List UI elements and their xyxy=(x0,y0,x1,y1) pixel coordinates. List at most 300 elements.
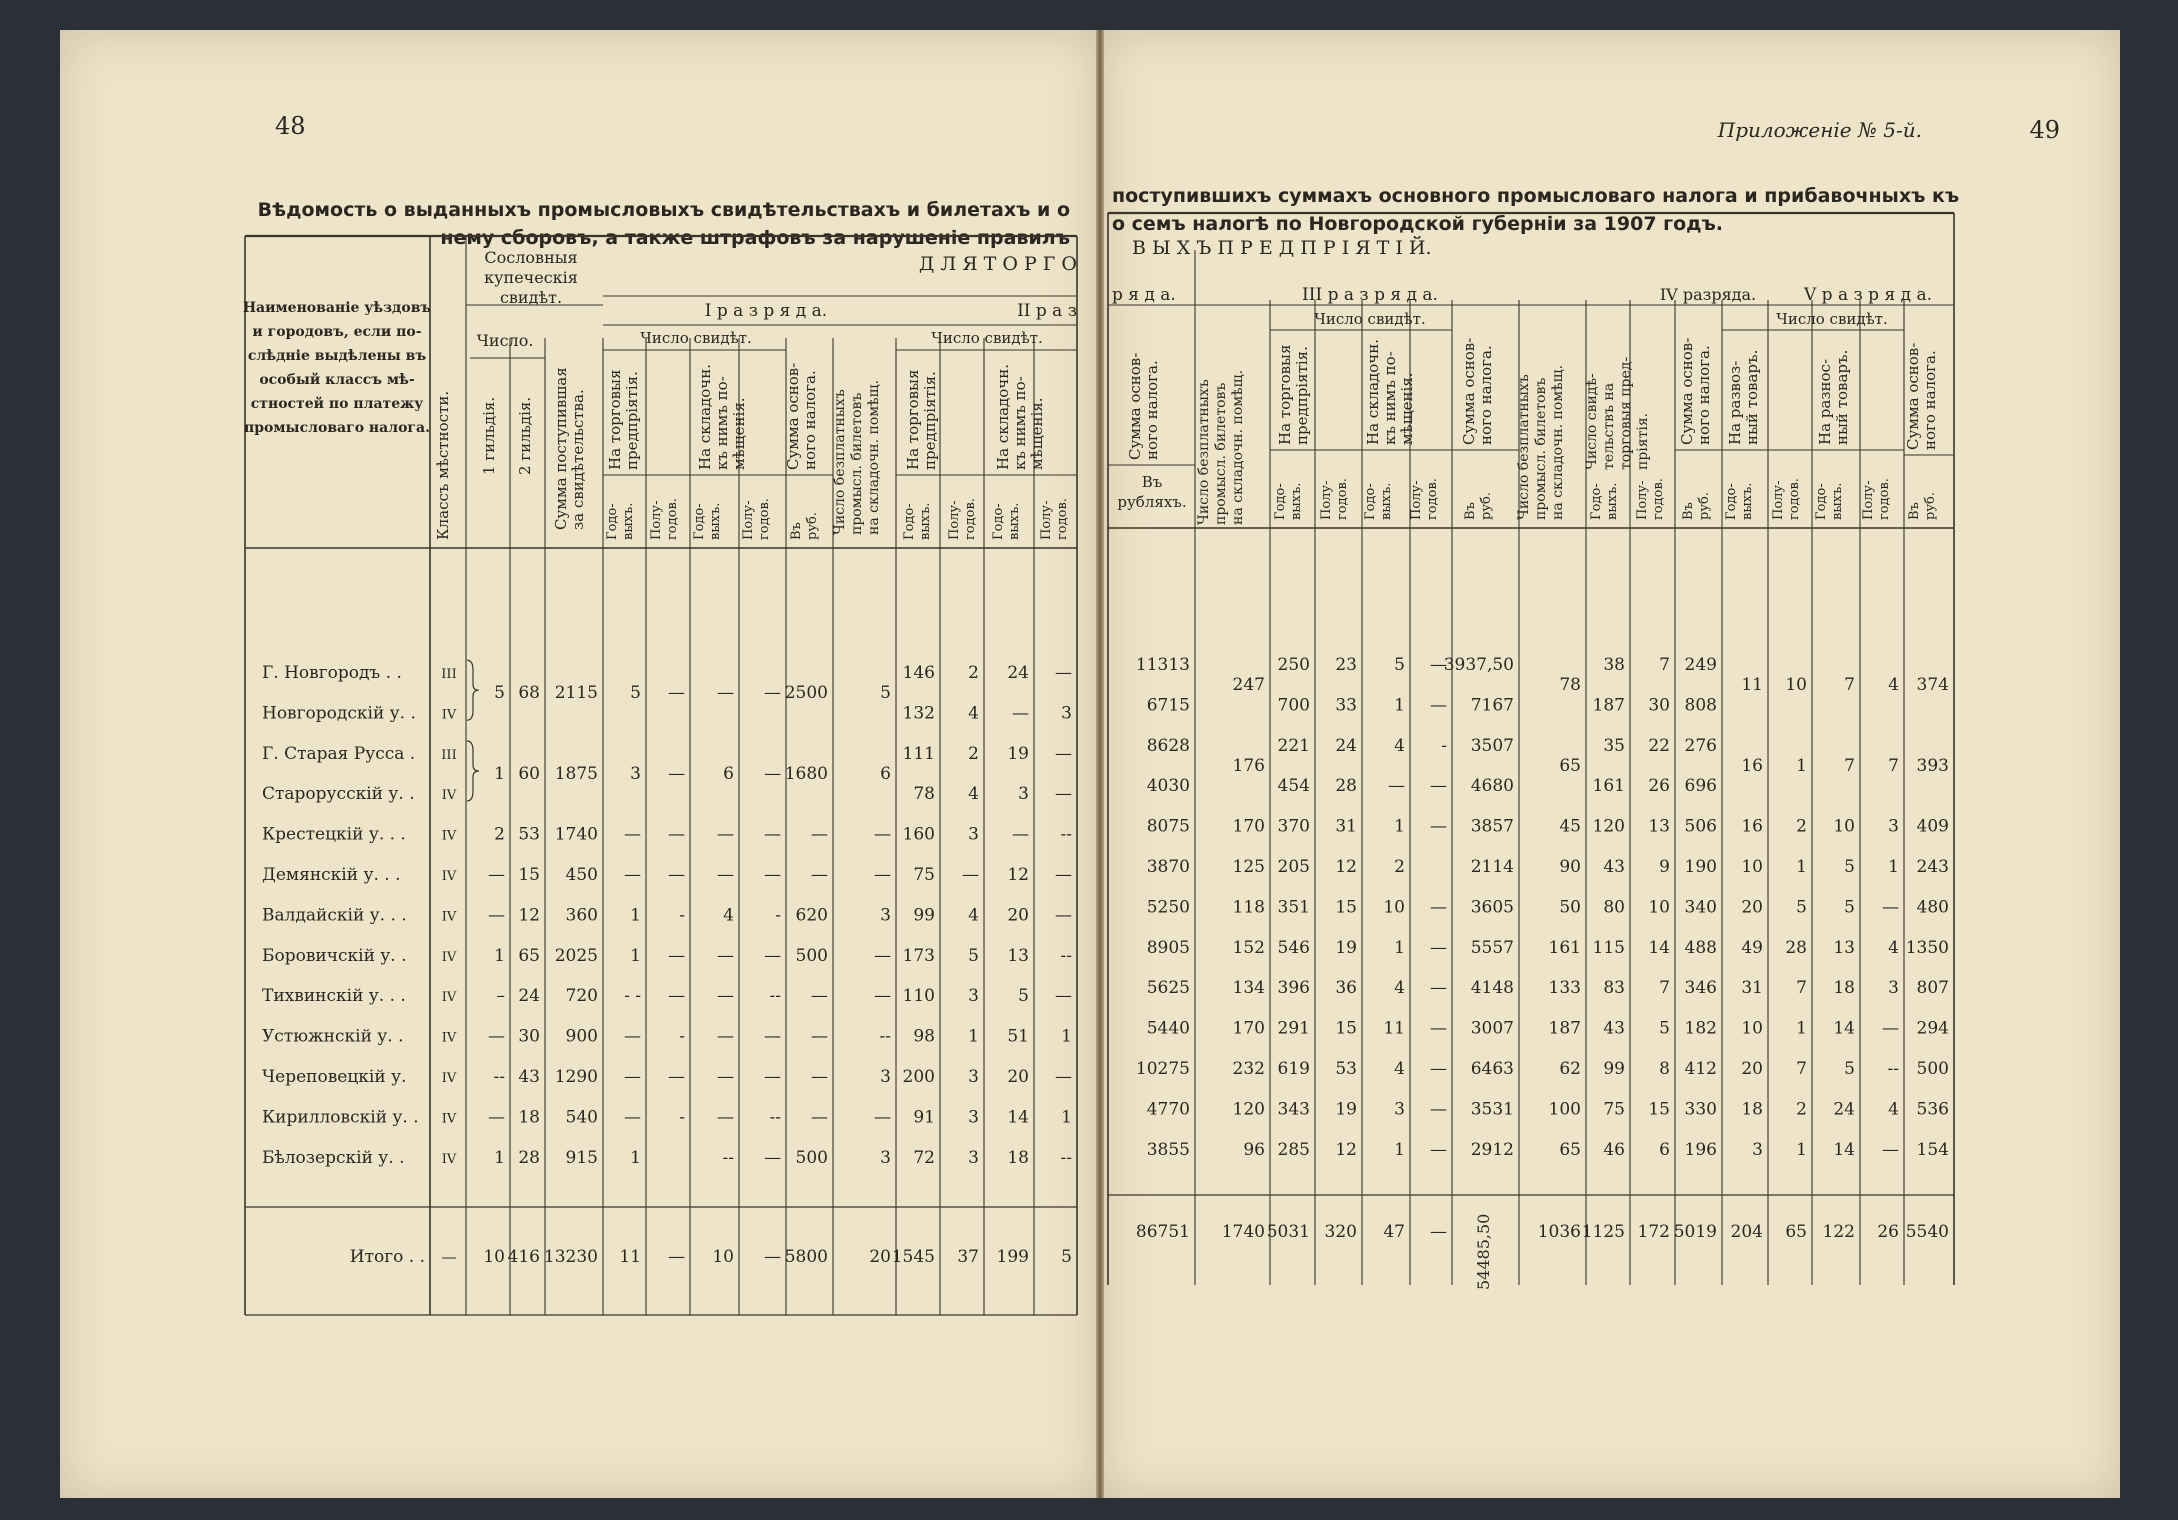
table-cell: 75 xyxy=(913,865,935,885)
district-name: Демянскій у. . . xyxy=(262,865,401,885)
table-cell: 3 xyxy=(880,1067,891,1087)
table-cell: 506 xyxy=(1684,816,1717,837)
table-cell: 51 xyxy=(1007,1026,1029,1047)
table-cell: 4148 xyxy=(1470,978,1514,999)
locality-class: — xyxy=(441,1248,457,1266)
free-tickets-header: промысл. билетовъ xyxy=(1213,382,1229,525)
tax-sum-header: Сумма основ- xyxy=(1904,342,1922,450)
table-cell: 3605 xyxy=(1470,897,1514,918)
table-cell: 65 xyxy=(1559,1139,1581,1160)
merged-cell: 5 xyxy=(630,683,641,704)
table-cell: 1 xyxy=(1796,1139,1807,1160)
title-right-line-2: о семъ налогѣ по Новгородской губерніи за 1907 годъ. xyxy=(1112,213,1723,235)
locality-class: IV xyxy=(441,788,457,804)
table-cell: — xyxy=(811,824,828,845)
table-cell: 4680 xyxy=(1470,776,1514,797)
table-cell: — xyxy=(668,865,685,885)
total-cell: 1740 xyxy=(1221,1222,1265,1242)
table-cell: 1 xyxy=(1394,816,1405,837)
table-cell: 170 xyxy=(1232,816,1265,837)
merged-cell: — xyxy=(717,683,734,704)
table-cell: — xyxy=(488,1026,505,1047)
table-cell: 90 xyxy=(1559,857,1581,877)
table-cell: 28 xyxy=(1785,937,1807,958)
certificate-type-header: На развоз- xyxy=(1726,360,1744,445)
table-cell: 1 xyxy=(1394,695,1405,716)
table-cell: — xyxy=(962,865,979,885)
merged-cell: 393 xyxy=(1916,756,1949,776)
table-cell: 83 xyxy=(1603,978,1625,999)
table-cell: 111 xyxy=(902,743,935,764)
table-cell: 4 xyxy=(723,905,734,926)
period-header: Полу- xyxy=(1771,480,1786,520)
period-header: Годо- xyxy=(1724,483,1739,520)
merged-cell: 1 xyxy=(1796,756,1807,776)
table-cell: 2912 xyxy=(1470,1139,1514,1160)
table-cell: 50 xyxy=(1559,897,1581,918)
certificate-type-header: ный товаръ. xyxy=(1743,349,1761,445)
table-cell: 118 xyxy=(1232,897,1265,918)
title-right-line-1: поступившихъ суммахъ основного промысловаго налога и прибавочныхъ къ xyxy=(1112,185,1960,207)
period-header: Годо- xyxy=(1589,483,1604,520)
period-header: годов. xyxy=(1055,498,1070,540)
table-cell: 31 xyxy=(1741,978,1763,999)
table-cell: 115 xyxy=(1592,937,1625,958)
number-of-certificates-header: Число свидѣт. xyxy=(931,329,1043,347)
rubles-header: руб. xyxy=(1479,492,1494,520)
table-cell: 12 xyxy=(1335,1139,1357,1160)
number-of-certificates-header: Число свидѣт. xyxy=(640,329,752,347)
total-cell: 1125 xyxy=(1581,1222,1625,1242)
estate-sum-header: за свидѣтельства. xyxy=(569,389,587,530)
table-cell: — xyxy=(624,1107,641,1128)
table-cell: 49 xyxy=(1741,937,1763,958)
total-cell: 5800 xyxy=(784,1247,828,1267)
table-cell: -- xyxy=(1060,1147,1072,1168)
district-name: Старорусскій у. . xyxy=(262,784,415,805)
certificate-type-header: На торговыя xyxy=(606,369,624,470)
table-cell: 5440 xyxy=(1146,1018,1190,1039)
table-cell: 31 xyxy=(1335,816,1357,837)
rubles-header: Въ xyxy=(1463,502,1478,520)
category-2-header: II р а з xyxy=(1017,301,1077,321)
table-cell: 173 xyxy=(902,945,935,966)
rubles-header: руб. xyxy=(1697,492,1712,520)
table-cell: 5 xyxy=(1796,897,1807,918)
certificate-type-header: къ нимъ по- xyxy=(1381,351,1399,445)
table-cell: 1 xyxy=(1394,937,1405,958)
category-4-certificates-header: тельствъ на xyxy=(1601,382,1617,470)
table-cell: — xyxy=(1430,776,1447,797)
district-name: Устюжнскій у. . xyxy=(262,1026,404,1047)
table-cell: 12 xyxy=(1335,857,1357,877)
certificate-type-header: На торговыя xyxy=(1276,344,1294,445)
total-cell: 320 xyxy=(1324,1222,1357,1242)
certificate-type-header: предпріятія. xyxy=(623,371,641,470)
certificate-type-header: ный товаръ. xyxy=(1833,349,1851,445)
total-cell: 54485,50 xyxy=(1474,1213,1493,1290)
table-cell: 5 xyxy=(968,945,979,966)
total-cell: 416 xyxy=(507,1247,540,1267)
table-cell: 1 xyxy=(1394,1139,1405,1160)
table-cell: 700 xyxy=(1277,695,1310,716)
table-cell: 4 xyxy=(968,703,979,724)
table-cell: 6715 xyxy=(1146,695,1190,716)
table-cell: 110 xyxy=(902,986,935,1007)
total-cell: 1036 xyxy=(1537,1222,1581,1242)
table-cell: 14 xyxy=(1833,1018,1855,1039)
table-cell: 7 xyxy=(1659,978,1670,999)
table-cell: 5 xyxy=(1844,897,1855,918)
table-cell: — xyxy=(764,945,781,966)
free-tickets-header: на складочн. помѣщ. xyxy=(1550,364,1566,520)
table-cell: 7167 xyxy=(1470,695,1514,716)
merged-cell: 1875 xyxy=(554,764,598,784)
table-cell: 900 xyxy=(565,1026,598,1047)
certificate-type-header: На складочн. xyxy=(994,364,1012,470)
table-cell: 4 xyxy=(1888,1099,1899,1120)
table-cell: 450 xyxy=(565,865,598,885)
period-header: годов. xyxy=(963,498,978,540)
table-cell: 10275 xyxy=(1135,1059,1190,1079)
certificate-type-header: предпріятія. xyxy=(1293,346,1311,445)
table-cell: 15 xyxy=(1648,1099,1670,1120)
table-cell: 152 xyxy=(1232,937,1265,958)
table-cell: 190 xyxy=(1684,857,1717,877)
table-cell: 11313 xyxy=(1135,655,1190,675)
table-cell: 62 xyxy=(1559,1059,1581,1079)
rubles-header: Въ xyxy=(1141,473,1163,491)
table-cell: — xyxy=(1882,897,1899,918)
table-cell: 5625 xyxy=(1146,978,1190,999)
table-cell: 3937,50 xyxy=(1443,655,1514,675)
table-cell: 205 xyxy=(1277,857,1310,877)
table-cell: 1740 xyxy=(554,824,598,845)
period-header: годов. xyxy=(757,498,772,540)
row-brace xyxy=(467,741,479,801)
total-cell: 172 xyxy=(1637,1222,1670,1242)
certificate-type-header: мѣщенія. xyxy=(730,397,748,470)
merged-cell: 7 xyxy=(1844,756,1855,776)
appendix-label: Приложеніе № 5-й. xyxy=(1717,118,1922,142)
table-cell: 8905 xyxy=(1146,937,1190,958)
table-cell: 43 xyxy=(1603,1018,1625,1039)
table-cell: 133 xyxy=(1548,978,1581,999)
name-column-header: слѣдніе выдѣлены въ xyxy=(247,348,427,364)
trade-enterprises-banner: В Ы Х Ъ П Р Е Д П Р І Я Т І Й. xyxy=(1132,237,1432,259)
total-cell: 10 xyxy=(712,1247,734,1267)
table-cell: 4770 xyxy=(1146,1099,1190,1120)
certificate-type-header: На торговыя xyxy=(904,369,922,470)
table-cell: — xyxy=(624,824,641,845)
table-cell: 46 xyxy=(1603,1139,1625,1160)
table-cell: 96 xyxy=(1243,1139,1265,1160)
table-cell: — xyxy=(811,1026,828,1047)
table-cell: 24 xyxy=(1007,663,1029,683)
tax-sum-header: ного налога. xyxy=(1695,345,1713,445)
total-cell: 1545 xyxy=(891,1247,935,1267)
locality-class: IV xyxy=(441,909,457,925)
rubles-header: руб. xyxy=(805,512,820,540)
merged-cell: 176 xyxy=(1232,756,1265,776)
table-cell: 19 xyxy=(1335,1099,1357,1120)
table-cell: 187 xyxy=(1592,695,1625,716)
tax-sum-header: Сумма основ- xyxy=(784,362,802,470)
table-cell: 540 xyxy=(565,1107,598,1128)
period-header: выхъ. xyxy=(708,502,723,540)
table-cell: — xyxy=(1430,1099,1447,1120)
table-cell: 500 xyxy=(795,1147,828,1168)
table-cell: 13 xyxy=(1648,816,1670,837)
table-cell: 7 xyxy=(1659,655,1670,675)
category-5-header: V р а з р я д а. xyxy=(1803,285,1933,305)
table-cell: 5 xyxy=(1844,1059,1855,1079)
class-column-header: Классъ мѣстности. xyxy=(434,390,452,540)
page-number-left: 48 xyxy=(275,112,306,140)
table-cell: 18 xyxy=(518,1107,540,1128)
table-cell: 13 xyxy=(1007,945,1029,966)
free-tickets-header: промысл. билетовъ xyxy=(1533,377,1549,520)
table-cell: 1350 xyxy=(1905,937,1949,958)
period-header: годов. xyxy=(1425,478,1440,520)
table-cell: 30 xyxy=(518,1026,540,1047)
table-cell: 3 xyxy=(1061,703,1072,724)
table-cell: — xyxy=(624,1026,641,1047)
table-cell: 3 xyxy=(880,905,891,926)
merged-cell: — xyxy=(764,764,781,784)
tax-sum-header: ного налога. xyxy=(1921,350,1939,450)
total-cell: 11 xyxy=(619,1247,641,1267)
table-cell: 808 xyxy=(1684,695,1717,716)
rubles-header: Въ xyxy=(1907,502,1922,520)
merged-cell: 5 xyxy=(494,683,505,704)
period-header: выхъ. xyxy=(1289,482,1304,520)
table-cell: 30 xyxy=(1648,695,1670,716)
table-cell: -- xyxy=(1887,1059,1899,1079)
table-cell: 249 xyxy=(1684,655,1717,675)
table-cell: 20 xyxy=(1741,1059,1763,1079)
table-cell: -- xyxy=(769,1107,781,1128)
free-tickets-header: на складочн. помѣщ. xyxy=(866,379,882,535)
tax-sum-header: Сумма основ- xyxy=(1126,352,1144,460)
period-header: выхъ. xyxy=(621,502,636,540)
table-cell: 14 xyxy=(1007,1107,1029,1128)
number-of-certificates-header: Число свидѣт. xyxy=(1314,310,1426,328)
table-cell: 620 xyxy=(795,905,828,926)
table-cell: 200 xyxy=(902,1067,935,1087)
title-left-line-2: нему сборовъ, а также штрафовъ за нарушеніе правилъ xyxy=(440,227,1070,249)
table-cell: 161 xyxy=(1592,776,1625,797)
district-name: Боровичскій у. . xyxy=(262,945,407,966)
district-name: Крестецкій у. . . xyxy=(262,824,406,845)
table-cell: 3 xyxy=(1018,784,1029,805)
name-column-header: стностей по платежу xyxy=(250,396,424,412)
table-cell: 14 xyxy=(1833,1139,1855,1160)
merged-cell: 11 xyxy=(1741,675,1763,696)
table-cell: 285 xyxy=(1277,1139,1310,1160)
period-header: годов. xyxy=(1335,478,1350,520)
title-left-line-1: Вѣдомость о выданныхъ промысловыхъ свидѣтельствахъ и билетахъ и о xyxy=(257,199,1070,221)
table-cell: -- xyxy=(1060,824,1072,845)
table-cell: 294 xyxy=(1916,1018,1949,1039)
table-cell: 3531 xyxy=(1470,1099,1514,1120)
table-cell: 10 xyxy=(1741,857,1763,877)
table-cell: 619 xyxy=(1277,1059,1310,1079)
table-cell: 3 xyxy=(1888,978,1899,999)
estate-sum-header: Сумма поступившая xyxy=(552,367,570,530)
table-cell: 100 xyxy=(1548,1099,1581,1120)
total-cell: 20 xyxy=(869,1247,891,1267)
table-cell: 14 xyxy=(1648,937,1670,958)
table-cell: 12 xyxy=(1007,865,1029,885)
merged-cell: — xyxy=(764,683,781,704)
table-cell: 5557 xyxy=(1470,937,1514,958)
table-cell: 78 xyxy=(913,784,935,805)
period-header: Годо- xyxy=(605,503,620,540)
table-cell: — xyxy=(668,1067,685,1087)
free-tickets-header: на складочн. помѣщ. xyxy=(1230,369,1246,525)
table-cell: 80 xyxy=(1603,897,1625,918)
table-cell: — xyxy=(764,1147,781,1168)
table-cell: 6 xyxy=(1659,1139,1670,1160)
total-cell: 122 xyxy=(1822,1222,1855,1242)
table-cell: — xyxy=(1430,1059,1447,1079)
count-header: Число. xyxy=(476,331,534,350)
table-cell: 2114 xyxy=(1470,857,1514,877)
table-cell: 53 xyxy=(518,824,540,845)
table-cell: 13 xyxy=(1833,937,1855,958)
table-cell: 3 xyxy=(968,1067,979,1087)
merged-cell: 374 xyxy=(1916,675,1949,696)
table-cell: 45 xyxy=(1559,816,1581,837)
merged-cell: 7 xyxy=(1888,756,1899,776)
table-cell: 10 xyxy=(1741,1018,1763,1039)
table-cell: 409 xyxy=(1916,816,1949,837)
table-cell: 91 xyxy=(913,1107,935,1128)
table-cell: 28 xyxy=(518,1147,540,1168)
table-cell: 2 xyxy=(968,663,979,683)
table-cell: — xyxy=(717,1107,734,1128)
table-cell: 19 xyxy=(1007,743,1029,764)
table-cell: 8628 xyxy=(1146,735,1190,756)
category-4-certificates-header: пріятія. xyxy=(1635,412,1651,470)
table-cell: 1 xyxy=(494,945,505,966)
table-cell: 1 xyxy=(1888,857,1899,877)
table-cell: 8075 xyxy=(1146,816,1190,837)
table-cell: 546 xyxy=(1277,937,1310,958)
table-cell: 5250 xyxy=(1146,897,1190,918)
total-cell: 204 xyxy=(1730,1222,1763,1242)
table-cell: 500 xyxy=(1916,1059,1949,1079)
table-cell: 24 xyxy=(1335,735,1357,756)
table-cell: 360 xyxy=(565,905,598,926)
total-cell: 65 xyxy=(1785,1222,1807,1242)
table-cell: — xyxy=(764,1067,781,1087)
table-cell: 20 xyxy=(1007,905,1029,926)
table-cell: 351 xyxy=(1277,897,1310,918)
table-cell: — xyxy=(717,824,734,845)
total-cell: 86751 xyxy=(1135,1222,1190,1242)
merged-cell: 6 xyxy=(723,764,734,784)
table-cell: — xyxy=(717,865,734,885)
district-name: Кирилловскій у. . xyxy=(262,1107,419,1128)
table-cell: 18 xyxy=(1833,978,1855,999)
table-cell: 26 xyxy=(1648,776,1670,797)
table-cell: 161 xyxy=(1548,937,1581,958)
table-cell: 24 xyxy=(518,986,540,1007)
table-cell: 75 xyxy=(1603,1099,1625,1120)
table-cell: 1290 xyxy=(554,1067,598,1087)
free-tickets-header: Число безплатныхъ xyxy=(832,389,848,535)
table-cell: 19 xyxy=(1335,937,1357,958)
table-cell: 43 xyxy=(1603,857,1625,877)
merged-cell: 10 xyxy=(1785,675,1807,696)
table-cell: 160 xyxy=(902,824,935,845)
table-cell: 12 xyxy=(518,905,540,926)
category-1-header: I р а з р я д а. xyxy=(704,301,828,321)
table-cell: 5 xyxy=(1394,655,1405,675)
certificate-type-header: мѣщенія. xyxy=(1028,397,1046,470)
table-cell: 23 xyxy=(1335,655,1357,675)
period-header: выхъ. xyxy=(1007,502,1022,540)
table-cell: 536 xyxy=(1916,1099,1949,1120)
period-header: Полу- xyxy=(1861,480,1876,520)
table-cell: — xyxy=(668,945,685,966)
table-cell: 182 xyxy=(1684,1018,1717,1039)
table-cell: 500 xyxy=(795,945,828,966)
table-cell: 16 xyxy=(1741,816,1763,837)
locality-class: IV xyxy=(441,828,457,844)
table-cell: 346 xyxy=(1684,978,1717,999)
table-cell: — xyxy=(624,865,641,885)
merged-cell: 78 xyxy=(1559,675,1581,696)
total-label: Итого . . xyxy=(349,1247,425,1267)
table-cell: -- xyxy=(769,986,781,1007)
certificate-type-header: къ нимъ по- xyxy=(1011,376,1029,470)
category-4-certificates-header: торговыя пред- xyxy=(1618,356,1634,470)
table-cell: 132 xyxy=(902,703,935,724)
table-cell: 4 xyxy=(1888,937,1899,958)
category-4-certificates-header: Число свидѣ- xyxy=(1584,373,1600,470)
merged-cell: 5 xyxy=(880,683,891,704)
merged-cell: 60 xyxy=(518,764,540,784)
table-cell: — xyxy=(1430,937,1447,958)
table-cell: 1 xyxy=(968,1026,979,1047)
table-cell: 15 xyxy=(1335,1018,1357,1039)
total-cell: — xyxy=(668,1247,685,1267)
locality-class: IV xyxy=(441,1071,457,1086)
table-cell: — xyxy=(717,986,734,1007)
table-cell: — xyxy=(874,865,891,885)
table-cell: — xyxy=(668,824,685,845)
tax-sum-header: ного налога. xyxy=(801,370,819,470)
merged-cell: 16 xyxy=(1741,756,1763,776)
table-cell: -- xyxy=(879,1026,891,1047)
table-cell: 7 xyxy=(1796,1059,1807,1079)
table-cell: - xyxy=(679,1107,685,1128)
table-cell: 22 xyxy=(1648,735,1670,756)
table-cell: — xyxy=(624,1067,641,1087)
period-header: выхъ. xyxy=(1379,482,1394,520)
merged-cell: 1680 xyxy=(784,764,828,784)
table-cell: — xyxy=(764,1026,781,1047)
table-cell: 24 xyxy=(1833,1099,1855,1120)
table-cell: 3857 xyxy=(1470,816,1514,837)
table-cell: 3870 xyxy=(1146,857,1190,877)
total-cell: 26 xyxy=(1877,1222,1899,1242)
table-cell: - xyxy=(1441,735,1447,756)
table-cell: 10 xyxy=(1648,897,1670,918)
